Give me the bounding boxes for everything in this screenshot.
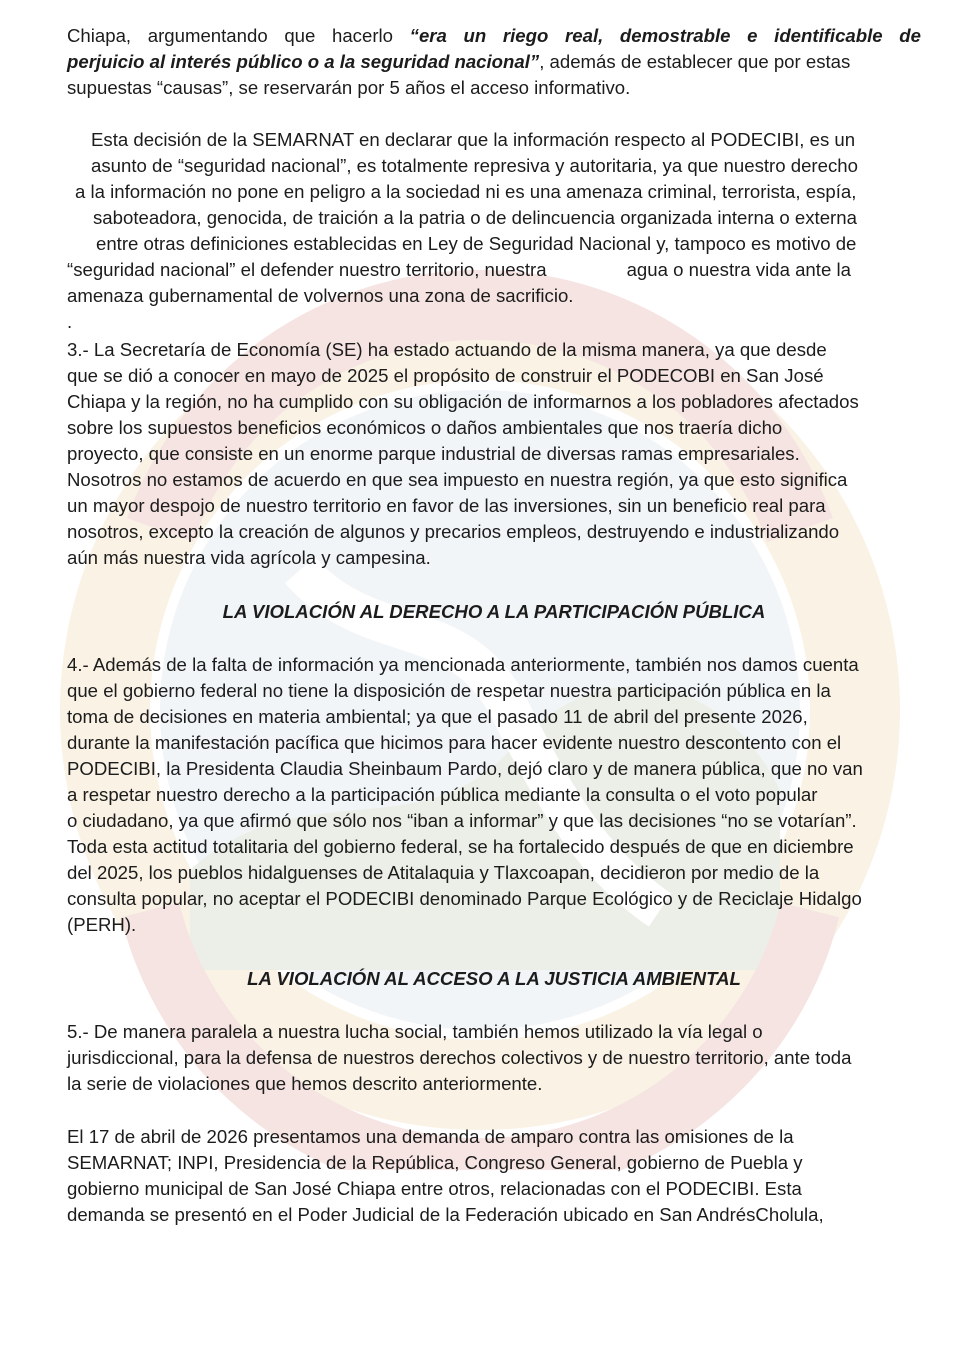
paragraph-4-line-9: del 2025, los pueblos hidalguenses de Atitalaquia y Tlaxcoapan, decidieron por medio de la [67,862,820,883]
paragraph-4-line-1: 4.- Además de la falta de información ya mencionada anteriormente, también nos damos cuenta [67,654,859,675]
paragraph-2-dot: . [67,311,73,332]
paragraph-5 [67,1019,921,1097]
paragraph-6-line-2: SEMARNAT; INPI, Presidencia de la República, Congreso General, gobierno de Puebla y [67,1152,803,1173]
paragraph-3-line-2: que se dió a conocer en mayo de 2025 el propósito de construir el PODECOBI en San José [67,365,824,386]
paragraph-1-line-3: supuestas “causas”, se reservarán por 5 años el acceso informativo. [67,77,631,98]
paragraph-5-line-1: 5.- De manera paralela a nuestra lucha social, también hemos utilizado la vía legal o [67,1021,763,1042]
paragraph-2-line-4: saboteadora, genocida, de traición a la patria o de delincuencia organizada interna o externa [93,207,857,228]
section-heading-justice: LA VIOLACIÓN AL ACCESO A LA JUSTICIA AMBIENTAL [247,968,741,989]
paragraph-6-line-4: demanda se presentó en el Poder Judicial de la Federación ubicado en San AndrésCholula, [67,1204,824,1225]
paragraph-2-line-6 [67,257,921,283]
paragraph-3 [67,337,921,571]
paragraph-1 [67,23,921,101]
paragraph-4-line-8: Toda esta actitud totalitaria del gobierno federal, se ha fortalecido después de que en diciembre [67,836,854,857]
paragraph-4-line-3: toma de decisiones en materia ambiental; ya que el pasado 11 de abril del presente 2026, [67,706,808,727]
paragraph-6 [67,1124,921,1228]
paragraph-6-line-3: gobierno municipal de San José Chiapa entre otros, relacionadas con el PODECIBI. Esta [67,1178,802,1199]
paragraph-5-line-2: jurisdiccional, para la defensa de nuestros derechos colectivos y de nuestro territorio, ante toda [67,1047,852,1068]
paragraph-2 [67,127,921,335]
paragraph-1-line-1 [67,23,921,49]
text-run: agua o nuestra vida ante la [626,259,851,280]
quoted-text: perjuicio al interés público o a la seguridad nacional” [67,51,540,72]
paragraph-6-line-1: El 17 de abril de 2026 presentamos una demanda de amparo contra las omisiones de la [67,1126,794,1147]
paragraph-3-line-5: proyecto, que consiste en un enorme parque industrial de diversas ramas empresariales. [67,443,800,464]
paragraph-4-line-7: o ciudadano, ya que afirmó que sólo nos “iban a informar” y que las decisiones “no se votarían”. [67,810,857,831]
paragraph-3-line-1: 3.- La Secretaría de Economía (SE) ha estado actuando de la misma manera, ya que desde [67,339,827,360]
paragraph-4-line-2: que el gobierno federal no tiene la disposición de respetar nuestra participación pública en la [67,680,831,701]
paragraph-5-line-3: la serie de violaciones que hemos descrito anteriormente. [67,1073,543,1094]
paragraph-4-line-6: a respetar nuestro derecho a la participación pública mediante la consulta o el voto popular [67,784,818,805]
text-run: Chiapa, argumentando que hacerlo [67,25,410,46]
paragraph-4-line-4: durante la manifestación pacífica que hicimos para hacer evidente nuestro descontento con el [67,732,842,753]
paragraph-2-line-3: a la información no pone en peligro a la sociedad ni es una amenaza criminal, terrorista, espía, [75,181,857,202]
paragraph-3-line-7: un mayor despojo de nuestro territorio en favor de las inversiones, sin un beneficio real para [67,495,826,516]
paragraph-2-line-7: amenaza gubernamental de volvernos una zona de sacrificio. [67,285,574,306]
paragraph-2-line-1: Esta decisión de la SEMARNAT en declarar que la información respecto al PODECIBI, es un [91,129,856,150]
paragraph-4 [67,652,921,938]
paragraph-4-line-11: (PERH). [67,914,137,935]
paragraph-3-line-8: nosotros, excepto la creación de algunos y precarios empleos, destruyendo e industrializando [67,521,840,542]
paragraph-3-line-9: aún más nuestra vida agrícola y campesina. [67,547,431,568]
paragraph-2-line-5: entre otras definiciones establecidas en Ley de Seguridad Nacional y, tampoco es motivo de [96,233,857,254]
paragraph-4-line-10: consulta popular, no aceptar el PODECIBI denominado Parque Ecológico y de Reciclaje Hidalgo [67,888,862,909]
paragraph-1-line-2 [67,49,921,75]
paragraph-4-line-5: PODECIBI, la Presidenta Claudia Sheinbaum Pardo, dejó claro y de manera pública, que no van [67,758,863,779]
paragraph-3-line-6: Nosotros no estamos de acuerdo en que sea impuesto en nuestra región, ya que esto significa [67,469,848,490]
section-heading-participation: LA VIOLACIÓN AL DERECHO A LA PARTICIPACIÓN PÚBLICA [222,601,766,622]
paragraph-3-line-4: sobre los supuestos beneficios económicos o daños ambientales que nos traería dicho [67,417,783,438]
text-run: “seguridad nacional” el defender nuestro territorio, nuestra [67,259,547,280]
paragraph-3-line-3: Chiapa y la región, no ha cumplido con su obligación de informarnos a los pobladores afectados [67,391,859,412]
quoted-text: “era un riego real, demostrable e identificable de [409,25,921,46]
text-run: , además de establecer que por estas [539,51,851,72]
paragraph-2-line-2: asunto de “seguridad nacional”, es totalmente represiva y autoritaria, ya que nuestro derecho [91,155,858,176]
